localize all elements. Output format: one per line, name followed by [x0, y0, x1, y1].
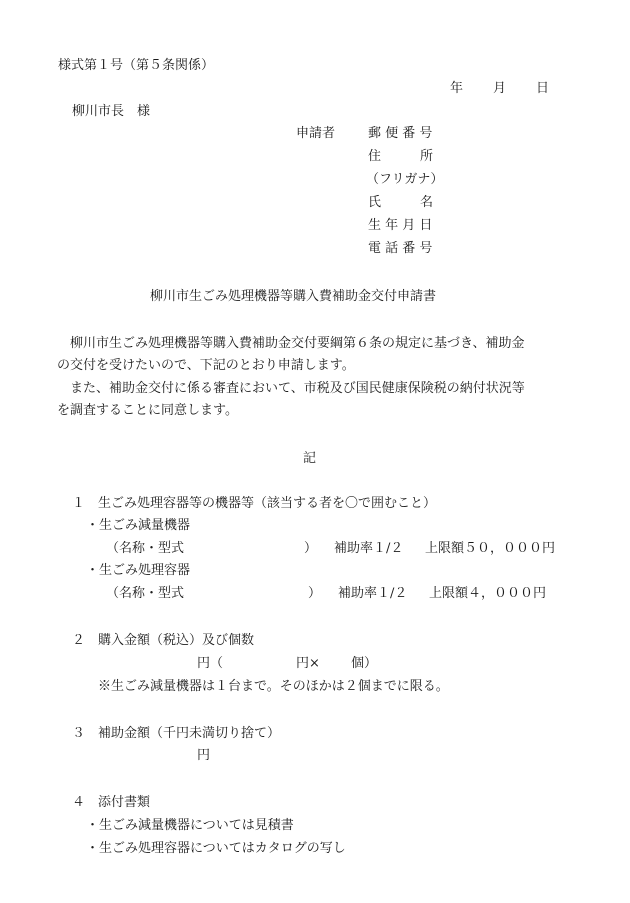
section4-item-b: ・生ごみ処理容器についてはカタログの写し	[86, 841, 346, 856]
section2-unit-yen: 円×	[296, 656, 320, 671]
date-day: 日	[536, 81, 550, 96]
applicant-phone: 電 話 番 号	[368, 241, 433, 256]
section1-item-a-rate: 補助率１/２	[334, 541, 404, 556]
section1-heading: １ 生ごみ処理容器等の機器等（該当する者を〇で囲むこと）	[72, 496, 437, 511]
section2-heading: ２ 購入金額（税込）及び個数	[72, 633, 255, 648]
applicant-label: 申請者	[296, 126, 336, 141]
date-month: 月	[493, 81, 507, 96]
applicant-birthdate: 生 年 月 日	[368, 218, 433, 233]
section4-heading: ４ 添付書類	[72, 795, 151, 810]
body-p1-line1: 柳川市生ごみ処理機器等購入費補助金交付要綱第６条の規定に基づき、補助金	[70, 336, 525, 351]
applicant-name: 氏 名	[368, 195, 434, 210]
section3-yen: 円	[197, 748, 211, 763]
form-number: 様式第１号（第５条関係）	[58, 58, 215, 73]
section1-item-a-close: ）	[304, 541, 318, 556]
body-p2-line2: を調査することに同意します。	[57, 403, 238, 418]
section1-item-a-spec: （名称・型式	[106, 541, 185, 556]
section1-item-b-rate: 補助率１/２	[338, 586, 408, 601]
date-year: 年	[450, 81, 464, 96]
section4-item-a: ・生ごみ減量機器については見積書	[86, 818, 294, 833]
applicant-address: 住 所	[368, 149, 434, 164]
applicant-furigana: （フリガナ）	[366, 172, 444, 187]
document-title: 柳川市生ごみ処理機器等購入費補助金交付申請書	[150, 289, 437, 304]
ki-heading: 記	[303, 451, 317, 466]
section1-item-a-label: ・生ごみ減量機器	[86, 518, 191, 533]
section1-item-b-limit: 上限額４，０００円	[429, 586, 547, 601]
addressee: 柳川市長 様	[72, 104, 151, 119]
section3-heading: ３ 補助金額（千円未満切り捨て）	[72, 726, 281, 741]
applicant-postal: 郵 便 番 号	[368, 126, 433, 141]
body-p1-line2: の交付を受けたいので、下記のとおり申請します。	[57, 358, 355, 373]
section2-note: ※生ごみ減量機器は１台まで。そのほかは２個までに限る。	[98, 679, 449, 694]
body-p2-line1: また、補助金交付に係る審査において、市税及び国民健康保険税の納付状況等	[70, 381, 525, 396]
section2-pieces: 個）	[351, 656, 378, 671]
section1-item-b-spec: （名称・型式	[106, 586, 185, 601]
section1-item-b-label: ・生ごみ処理容器	[86, 563, 191, 578]
section1-item-b-close: ）	[308, 586, 322, 601]
section1-item-a-limit: 上限額５０，０００円	[425, 541, 556, 556]
section2-total-yen: 円（	[197, 656, 224, 671]
